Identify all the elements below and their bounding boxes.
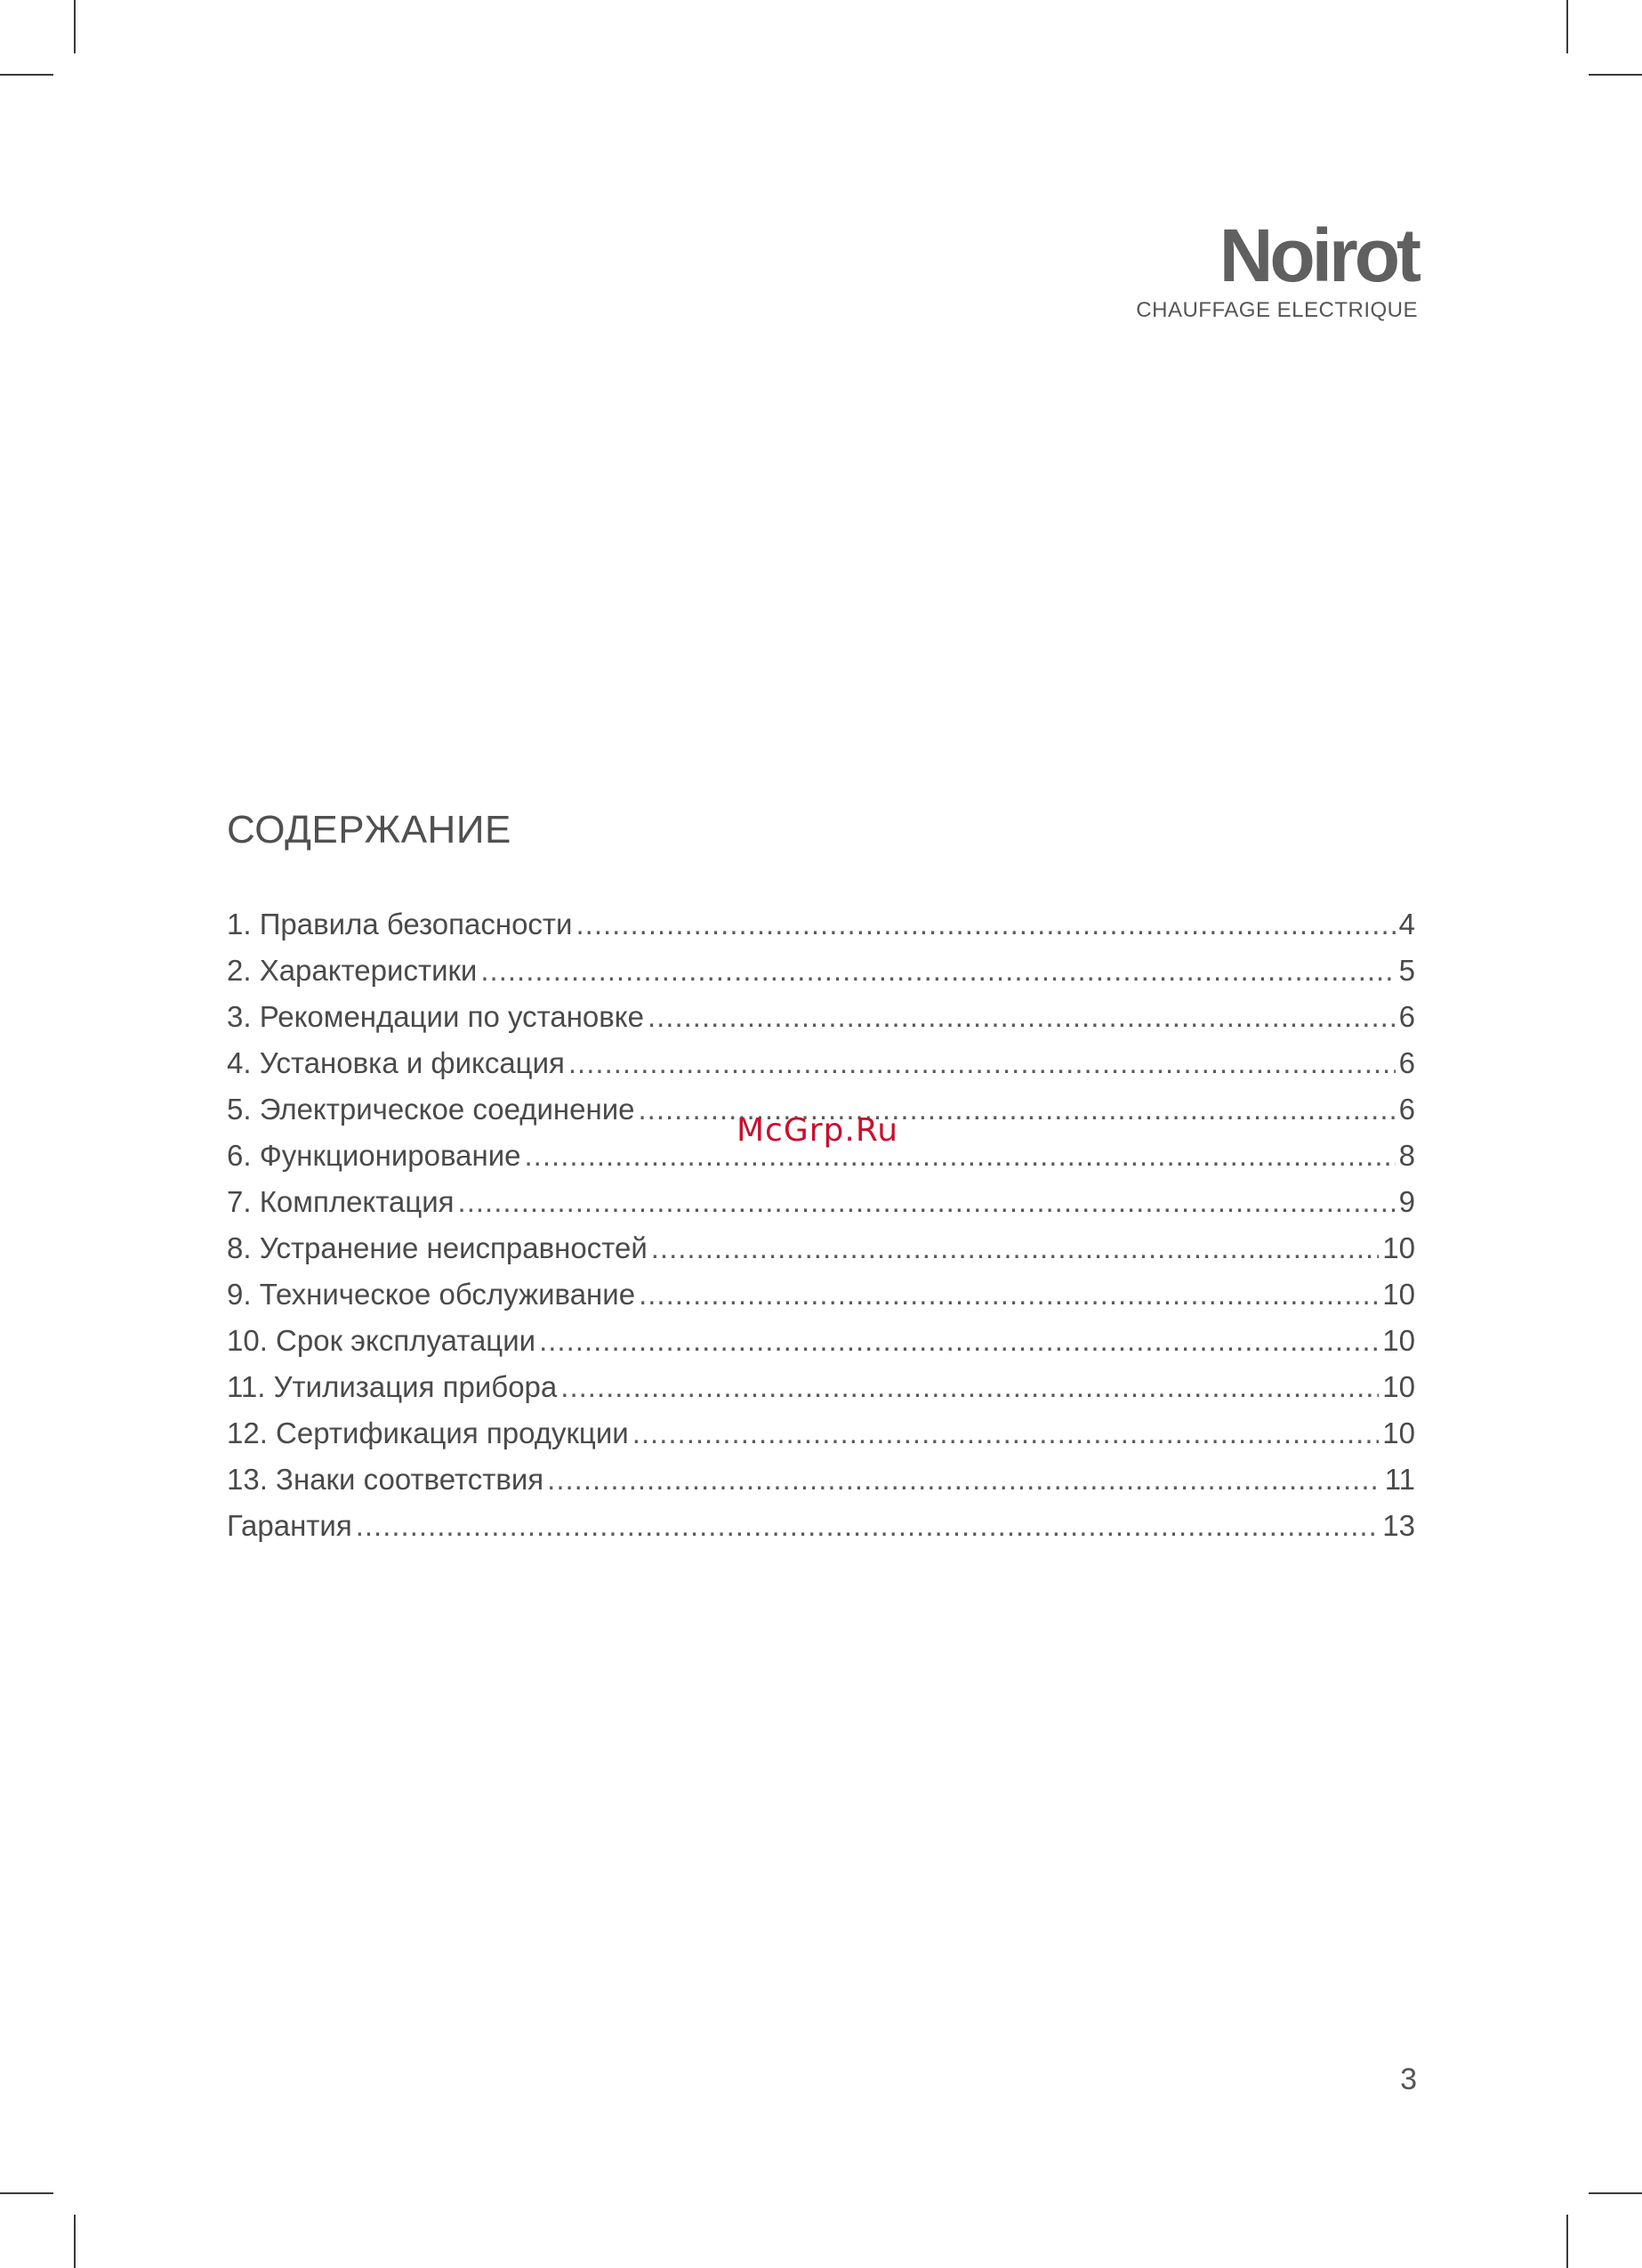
brand-logo-subtitle: CHAUFFAGE ELECTRIQUE — [1136, 298, 1418, 322]
toc-entry-page: 6 — [1398, 1000, 1415, 1033]
toc-entry-leader-dots — [651, 1231, 1380, 1265]
toc-entry-leader-dots — [547, 1463, 1381, 1497]
crop-mark-bottom-right-v — [1566, 2215, 1568, 2268]
toc-entry-page: 5 — [1398, 954, 1415, 987]
toc-entry-leader-dots — [576, 908, 1395, 941]
toc-entry-label: 7. Комплектация — [227, 1185, 455, 1218]
toc-entry-page: 13 — [1382, 1509, 1415, 1542]
toc-entry-leader-dots — [539, 1324, 1379, 1358]
toc-entry-label: 9. Техническое обслуживание — [227, 1278, 636, 1311]
toc-entry-page: 10 — [1382, 1416, 1415, 1449]
toc-entry[interactable] — [227, 1278, 1415, 1324]
toc-entry-label: 5. Электрическое соединение — [227, 1093, 635, 1126]
toc-entry-page: 6 — [1398, 1093, 1415, 1126]
watermark: McGrp.Ru — [736, 1112, 899, 1149]
crop-mark-top-right-h — [1589, 74, 1642, 76]
toc-entry-leader-dots — [458, 1185, 1396, 1219]
toc-entry-label: 2. Характеристики — [227, 954, 478, 987]
toc-entry-label: Гарантия — [227, 1509, 352, 1542]
toc-entry[interactable] — [227, 1324, 1415, 1370]
toc-entry-label: 12. Сертификация продукции — [227, 1416, 629, 1449]
table-of-contents — [227, 908, 1415, 1555]
toc-entry-label: 11. Утилизация прибора — [227, 1370, 558, 1403]
page-number: 3 — [1400, 2062, 1417, 2096]
toc-entry[interactable] — [227, 1463, 1415, 1509]
toc-entry-page: 11 — [1384, 1463, 1415, 1496]
toc-entry-page: 9 — [1398, 1185, 1415, 1218]
toc-entry-page: 10 — [1382, 1370, 1415, 1403]
toc-entry-label: 6. Функционирование — [227, 1139, 521, 1172]
toc-entry-leader-dots — [632, 1416, 1380, 1450]
toc-entry[interactable] — [227, 908, 1415, 954]
crop-mark-bottom-left-h — [0, 2192, 53, 2194]
toc-entry-page: 10 — [1382, 1278, 1415, 1311]
brand-logo — [1115, 214, 1418, 323]
toc-entry-page: 10 — [1382, 1324, 1415, 1357]
toc-title: СОДЕРЖАНИЕ — [227, 808, 511, 852]
crop-mark-top-left-h — [0, 74, 53, 76]
toc-entry-page: 10 — [1382, 1231, 1415, 1264]
toc-entry-label: 10. Срок эксплуатации — [227, 1324, 536, 1357]
crop-mark-top-right-v — [1566, 0, 1568, 53]
toc-entry-label: 3. Рекомендации по установке — [227, 1000, 644, 1033]
toc-entry-label: 1. Правила безопасности — [227, 908, 573, 940]
toc-entry[interactable] — [227, 1000, 1415, 1046]
toc-entry-label: 4. Установка и фиксация — [227, 1046, 565, 1079]
toc-entry-label: 13. Знаки соответствия — [227, 1463, 544, 1496]
toc-entry-page: 8 — [1398, 1139, 1415, 1172]
toc-entry[interactable] — [227, 1185, 1415, 1231]
crop-mark-bottom-right-h — [1589, 2192, 1642, 2194]
toc-entry-page: 6 — [1398, 1046, 1415, 1079]
toc-entry-leader-dots — [639, 1278, 1379, 1312]
toc-entry[interactable] — [227, 1509, 1415, 1555]
toc-entry-leader-dots — [356, 1509, 1380, 1543]
toc-entry-leader-dots — [560, 1370, 1379, 1404]
toc-entry-label: 8. Устранение неисправностей — [227, 1231, 648, 1264]
toc-entry-leader-dots — [568, 1046, 1396, 1080]
toc-entry[interactable] — [227, 1370, 1415, 1416]
toc-entry-page: 4 — [1398, 908, 1415, 940]
toc-entry-leader-dots — [480, 954, 1395, 988]
toc-entry[interactable] — [227, 1046, 1415, 1093]
toc-entry[interactable] — [227, 954, 1415, 1000]
crop-mark-bottom-left-v — [74, 2215, 76, 2268]
toc-entry[interactable] — [227, 1416, 1415, 1463]
crop-mark-top-left-v — [74, 0, 76, 53]
toc-entry-leader-dots — [525, 1139, 1396, 1173]
toc-entry[interactable] — [227, 1231, 1415, 1278]
toc-entry-leader-dots — [648, 1000, 1396, 1034]
brand-logo-wordmark: Noirot — [1219, 214, 1418, 297]
